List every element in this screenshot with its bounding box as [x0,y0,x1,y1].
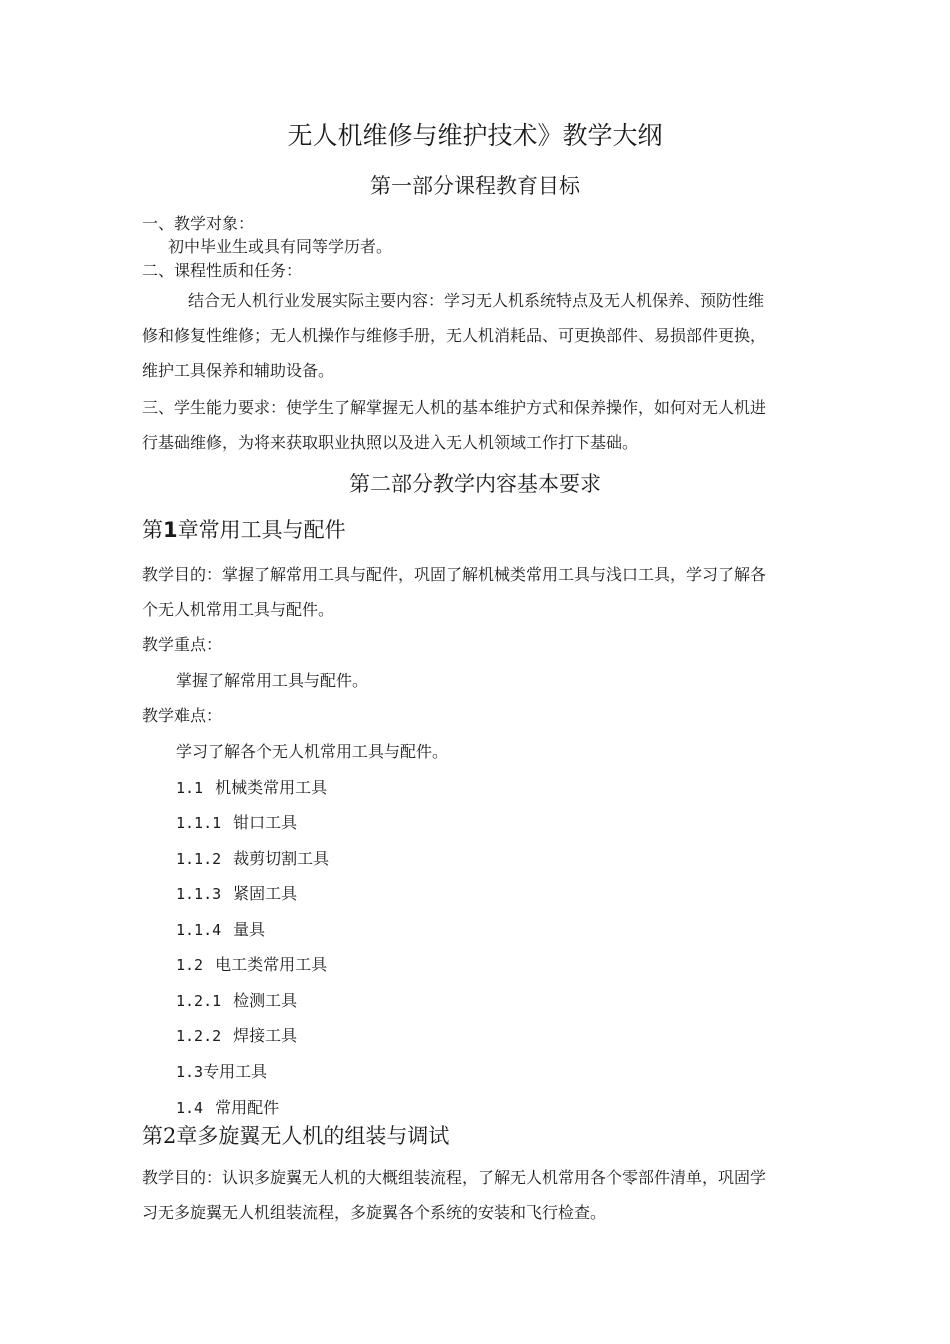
outline-item: 1.1 机械类常用工具 [176,778,328,797]
chapter1-key-label: 教学重点： [142,635,223,654]
chapter1-difficulty-text: 学习了解各个无人机常用工具与配件。 [176,742,449,761]
outline-item: 1.4 常用配件 [176,1098,280,1117]
chapter2-title: 第2章多旋翼无人机的组装与调试 [142,1124,450,1148]
section2-label: 二、课程性质和任务： [142,261,303,280]
outline-item: 1.1.2 裁剪切割工具 [176,849,330,868]
outline-item: 1.3专用工具 [176,1062,268,1081]
section2-line3: 维护工具保养和辅助设备。 [142,361,335,380]
outline-item: 1.2.2 焊接工具 [176,1026,298,1045]
part1-heading: 第一部分课程教育目标 [370,174,580,198]
section1-label: 一、教学对象： [142,214,255,233]
document-title: 无人机维修与维护技术》教学大纲 [287,121,663,150]
section2-line2: 修和修复性维修；无人机操作与维修手册，无人机消耗品、可更换部件、易损部件更换， [142,326,767,345]
chapter1-key-text: 掌握了解常用工具与配件。 [176,671,369,690]
chapter1-number: 1 [163,518,178,542]
chapter1-title-prefix: 第 [142,518,163,542]
part2-heading: 第二部分教学内容基本要求 [349,472,601,496]
chapter1-goal-line2: 个无人机常用工具与配件。 [142,600,335,619]
chapter2-goal-line2: 习无多旋翼无人机组装流程，多旋翼各个系统的安装和飞行检查。 [142,1203,607,1222]
chapter1-difficulty-label: 教学难点： [142,706,223,725]
outline-item: 1.2 电工类常用工具 [176,955,328,974]
section3-line1: 三、学生能力要求：使学生了解掌握无人机的基本维护方式和保养操作，如何对无人机进 [142,398,767,417]
section1-text: 初中毕业生或具有同等学历者。 [168,237,393,256]
chapter1-title-suffix: 章常用工具与配件 [177,518,346,542]
section2-line1: 结合无人机行业发展实际主要内容：学习无人机系统特点及无人机保养、预防性维 [188,291,765,310]
chapter1-title [142,514,346,544]
chapter1-goal-line1: 教学目的：掌握了解常用工具与配件，巩固了解机械类常用工具与浅口工具，学习了解各 [142,565,767,584]
outline-item: 1.2.1 检测工具 [176,991,298,1010]
section3-line2: 行基础维修，为将来获取职业执照以及进入无人机领域工作打下基础。 [142,433,639,452]
outline-item: 1.1.4 量具 [176,920,266,939]
chapter2-goal-line1: 教学目的：认识多旋翼无人机的大概组装流程，了解无人机常用各个零部件清单，巩固学 [142,1168,767,1187]
outline-item: 1.1.1 钳口工具 [176,813,298,832]
outline-item: 1.1.3 紧固工具 [176,884,298,903]
